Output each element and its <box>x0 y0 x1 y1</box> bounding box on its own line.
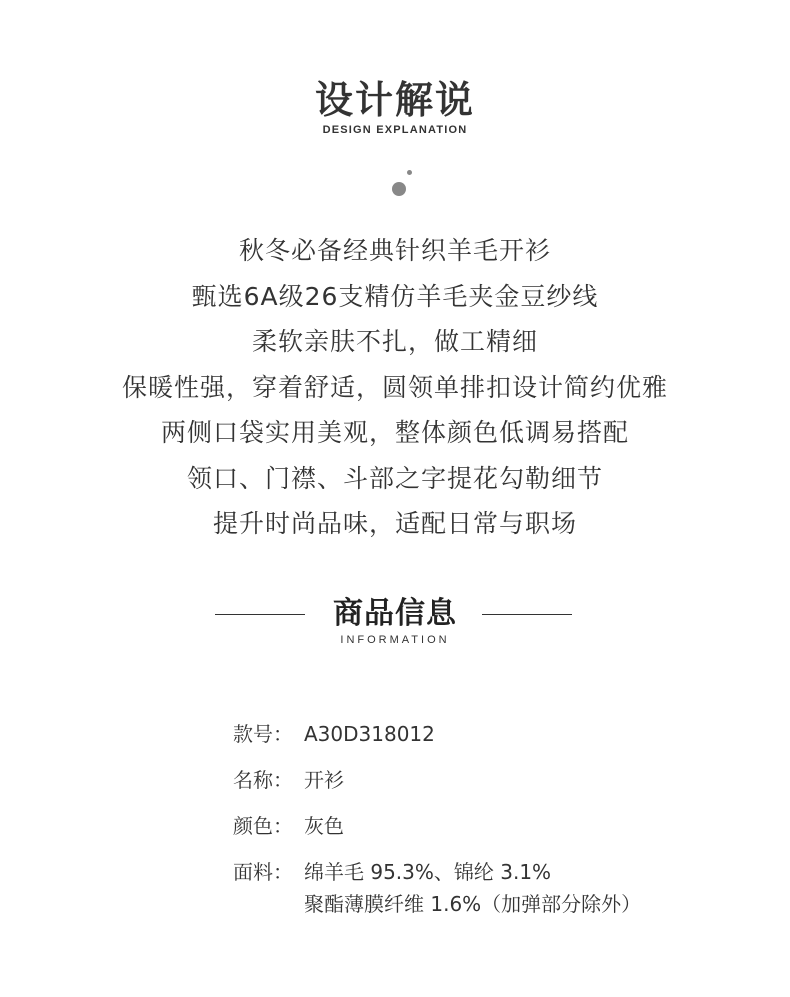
description-line: 提升时尚品味，适配日常与职场 <box>212 509 577 538</box>
spec-label: 款号： <box>233 722 293 746</box>
product-specs <box>233 718 753 934</box>
spec-value: 灰色 <box>304 814 344 838</box>
spec-value: 开衫 <box>304 768 344 792</box>
design-description <box>0 228 790 547</box>
spec-row-style-number <box>233 718 753 750</box>
design-title: 设计解说 <box>314 78 475 122</box>
description-line: 甄选6A级26支精仿羊毛夹金豆纱线 <box>191 281 599 311</box>
spec-row-name <box>233 764 753 796</box>
spec-value: 聚酯薄膜纤维 1.6%（加弹部分除外） <box>304 892 642 916</box>
spec-values <box>304 856 641 920</box>
design-subtitle: DESIGN EXPLANATION <box>322 124 468 136</box>
divider-right <box>482 614 572 615</box>
description-line: 领口、门襟、斗部之字提花勾勒细节 <box>186 463 603 493</box>
spec-values <box>304 718 435 750</box>
description-line: 秋冬必备经典针织羊毛开衫 <box>238 236 551 265</box>
decorative-dot-small <box>407 170 412 175</box>
spec-value: 绵羊毛 95.3%、锦纶 3.1% <box>304 860 552 884</box>
spec-values <box>304 764 344 796</box>
info-subtitle: INFORMATION <box>340 634 450 646</box>
spec-row-color <box>233 810 753 842</box>
description-line: 两侧口袋实用美观，整体颜色低调易搭配 <box>160 418 629 447</box>
spec-label: 名称： <box>233 768 293 792</box>
spec-label: 面料： <box>233 860 293 884</box>
info-title: 商品信息 <box>333 596 457 631</box>
description-line: 保暖性强，穿着舒适，圆领单排扣设计简约优雅 <box>121 372 668 402</box>
spec-row-fabric <box>233 856 753 920</box>
spec-values <box>304 810 344 842</box>
spec-label: 颜色： <box>233 814 293 838</box>
decorative-dot-large <box>392 182 406 196</box>
spec-value: A30D318012 <box>304 722 435 746</box>
description-line: 柔软亲肤不扎，做工精细 <box>251 327 538 356</box>
info-header <box>0 590 790 650</box>
